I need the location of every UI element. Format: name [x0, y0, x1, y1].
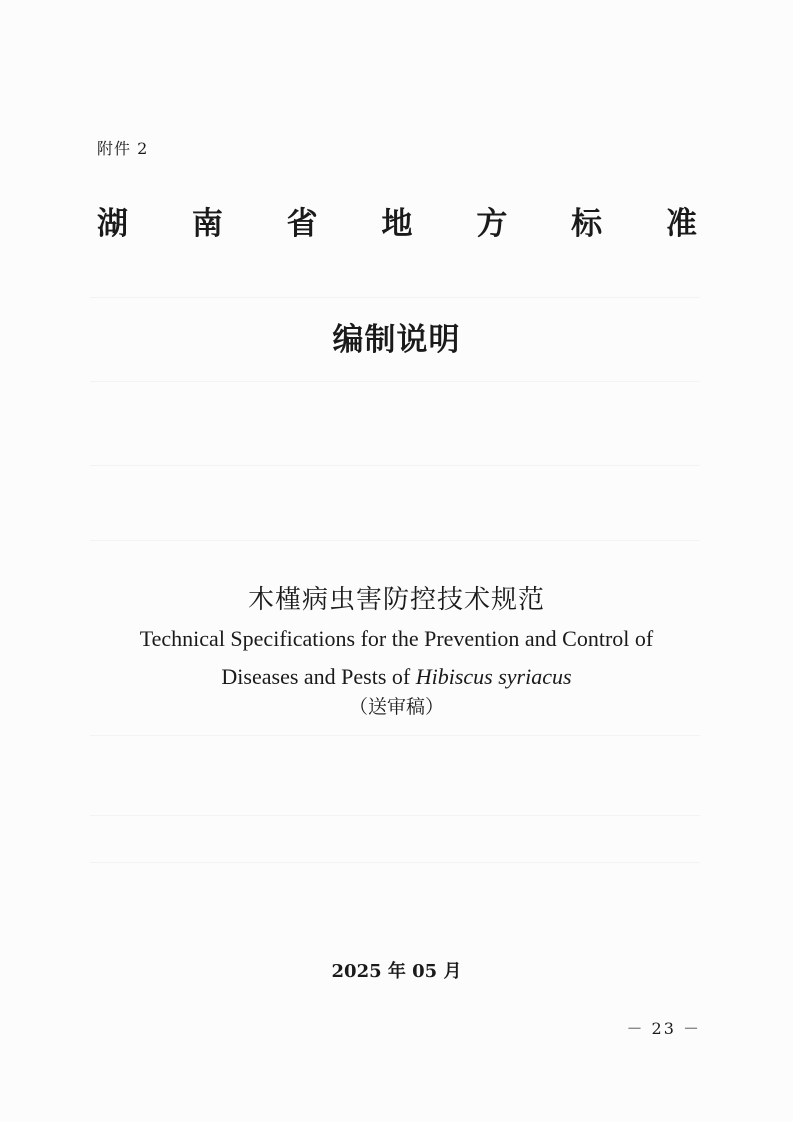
publication-date: 2025 年 05 月	[331, 961, 462, 982]
bleed-through-line	[90, 862, 700, 863]
bleed-through-line	[90, 735, 700, 736]
standard-title-char: 方	[476, 206, 508, 242]
standard-title-char: 省	[286, 206, 318, 242]
bleed-through-line	[90, 465, 700, 466]
document-type-heading: 编制说明	[332, 322, 461, 358]
english-title-line-1: Technical Specifications for the Prevention and Control of	[139, 626, 654, 651]
bleed-through-line	[90, 381, 700, 382]
standard-title-char: 地	[381, 206, 413, 242]
standard-title-char: 湖	[97, 206, 128, 242]
bleed-through-line	[90, 815, 700, 816]
english-title	[0, 620, 793, 696]
english-title-prefix: Diseases and Pests of	[221, 664, 416, 689]
standard-title-char: 准	[665, 206, 697, 242]
chinese-title: 木槿病虫害防控技术规范	[247, 585, 545, 615]
page-number: － 23 －	[626, 1019, 701, 1038]
standard-title-char: 南	[191, 206, 223, 242]
standard-title-char: 标	[571, 206, 603, 242]
draft-stage-label: （送审稿）	[348, 696, 444, 718]
standard-title	[97, 198, 697, 243]
english-title-line-2	[0, 658, 793, 696]
bleed-through-line	[90, 540, 700, 541]
scientific-name: Hibiscus syriacus	[415, 664, 572, 689]
attachment-label: 附件 2	[97, 139, 149, 158]
bleed-through-line	[90, 297, 700, 298]
